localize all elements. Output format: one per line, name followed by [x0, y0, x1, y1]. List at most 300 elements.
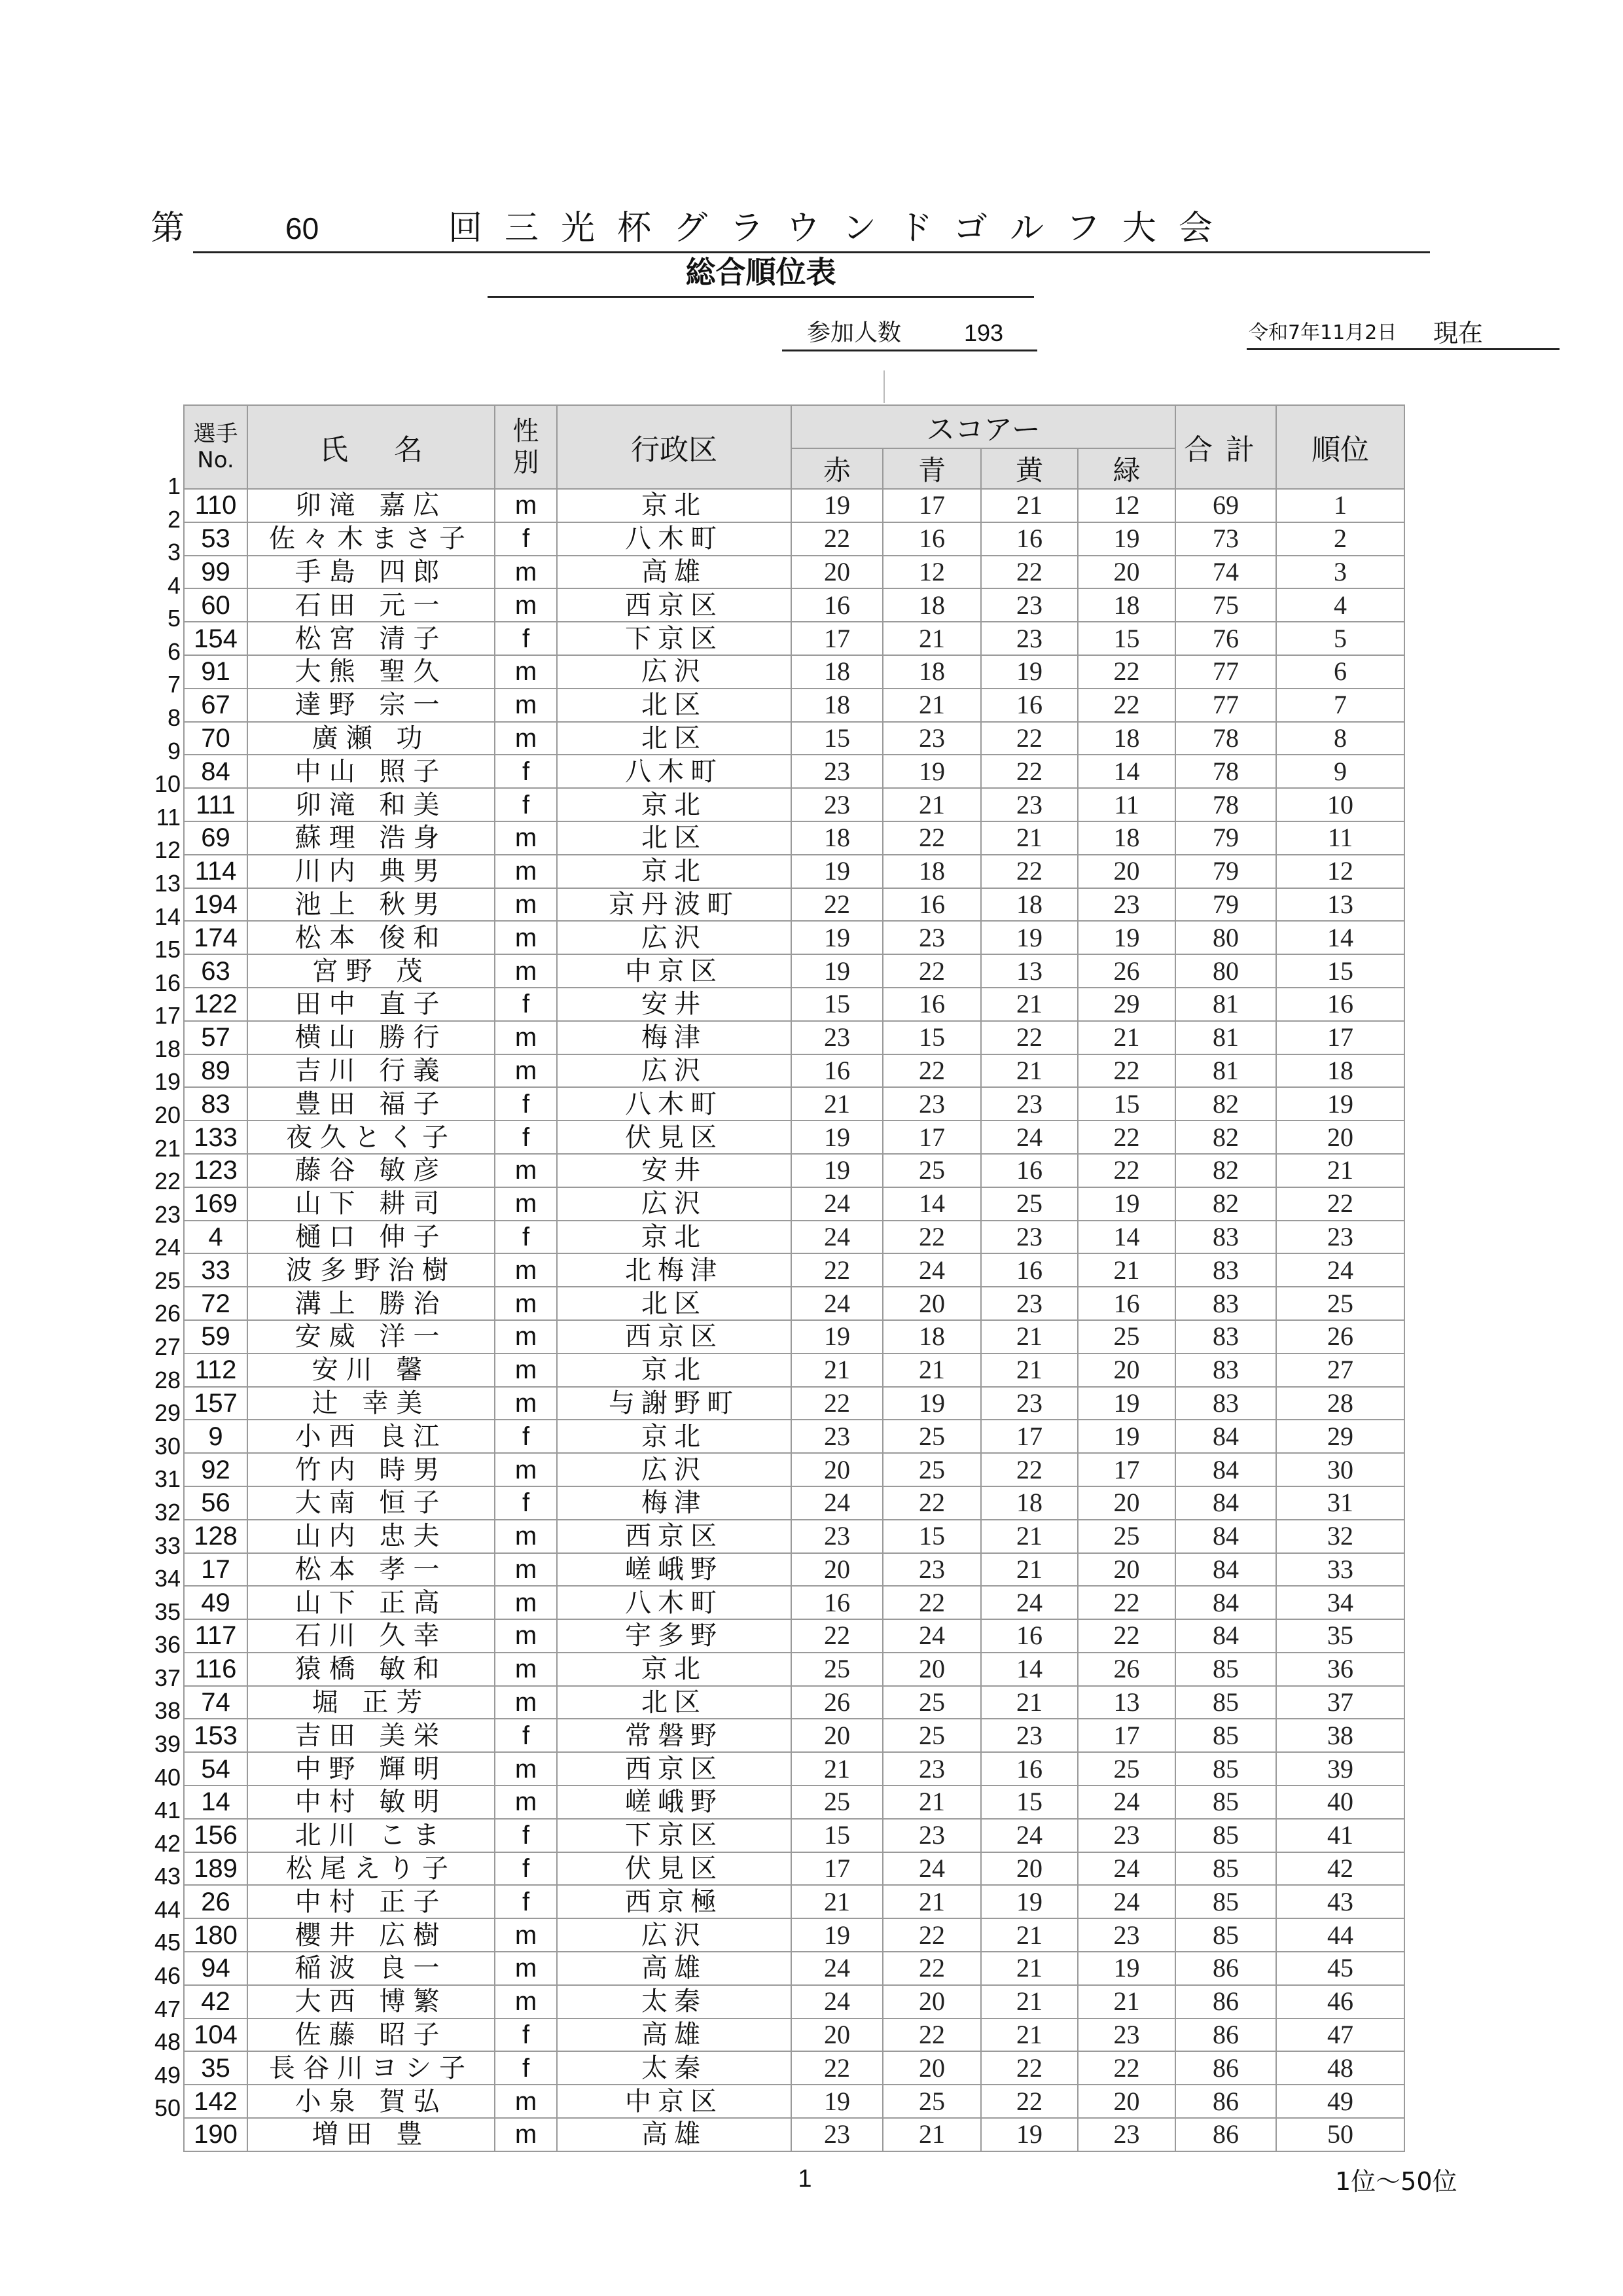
player-sex: f [495, 1486, 557, 1520]
player-sex: m [495, 1785, 557, 1819]
row-index: 17 [154, 1002, 181, 1030]
row-index: 28 [154, 1366, 181, 1393]
score-red: 24 [791, 1287, 883, 1320]
score-red: 23 [791, 2118, 883, 2151]
score-green: 20 [1078, 855, 1175, 888]
row-index: 29 [154, 1399, 181, 1427]
score-blue: 23 [883, 1087, 981, 1121]
title [151, 208, 1430, 249]
player-no: 89 [184, 1054, 247, 1088]
score-green: 15 [1078, 1087, 1175, 1121]
score-blue: 21 [883, 1354, 981, 1387]
score-yellow: 21 [981, 1520, 1078, 1553]
player-rank: 23 [1276, 1221, 1404, 1254]
player-area: 梅津 [557, 1486, 791, 1520]
score-green: 25 [1078, 1520, 1175, 1553]
player-name: 石川 久幸 [247, 1619, 495, 1653]
table-row [184, 855, 1404, 888]
score-yellow: 18 [981, 1486, 1078, 1520]
player-area: 北区 [557, 821, 791, 855]
player-rank: 37 [1276, 1686, 1404, 1719]
score-yellow: 23 [981, 588, 1078, 622]
score-blue: 17 [883, 489, 981, 522]
row-index: 31 [154, 1465, 181, 1493]
score-blue: 21 [883, 622, 981, 655]
player-name: 豊田 福子 [247, 1087, 495, 1121]
player-sex: m [495, 921, 557, 954]
score-yellow: 16 [981, 1752, 1078, 1785]
player-area: 西京区 [557, 1752, 791, 1785]
player-rank: 4 [1276, 588, 1404, 622]
player-rank: 49 [1276, 2085, 1404, 2118]
player-sex: m [495, 588, 557, 622]
header-area: 行政区 [557, 405, 791, 489]
player-area: 中京区 [557, 2085, 791, 2118]
table-row [184, 1320, 1404, 1354]
player-sex: m [495, 1253, 557, 1287]
header-rank: 順位 [1276, 405, 1404, 489]
score-yellow: 17 [981, 1420, 1078, 1453]
score-green: 22 [1078, 2051, 1175, 2085]
divider-mark [883, 370, 885, 403]
score-blue: 22 [883, 1486, 981, 1520]
player-area: 梅津 [557, 1021, 791, 1054]
score-blue: 23 [883, 722, 981, 755]
score-red: 16 [791, 1054, 883, 1088]
table-row [184, 1087, 1404, 1121]
score-total: 86 [1175, 2085, 1276, 2118]
table-row [184, 1387, 1404, 1420]
participants-count: 193 [964, 319, 1004, 346]
score-yellow: 21 [981, 489, 1078, 522]
score-total: 83 [1175, 1253, 1276, 1287]
player-sex: m [495, 1453, 557, 1486]
score-green: 22 [1078, 689, 1175, 722]
score-blue: 22 [883, 1054, 981, 1088]
player-rank: 28 [1276, 1387, 1404, 1420]
row-index: 8 [167, 704, 181, 732]
player-area: 高雄 [557, 2018, 791, 2052]
player-sex: m [495, 489, 557, 522]
score-total: 83 [1175, 1354, 1276, 1387]
table-row [184, 1154, 1404, 1187]
score-red: 23 [791, 1520, 883, 1553]
player-name: 松宮 清子 [247, 622, 495, 655]
score-blue: 20 [883, 1985, 981, 2018]
header-player-no: 選手 No. [184, 405, 247, 489]
player-name: 北川 こま [247, 1819, 495, 1852]
player-no: 33 [184, 1253, 247, 1287]
player-area: 広沢 [557, 1054, 791, 1088]
player-area: 西京区 [557, 1320, 791, 1354]
score-total: 75 [1175, 588, 1276, 622]
player-sex: m [495, 1387, 557, 1420]
player-rank: 45 [1276, 1952, 1404, 1985]
player-no: 14 [184, 1785, 247, 1819]
player-name: 増田 豊 [247, 2118, 495, 2151]
row-index: 49 [154, 2061, 181, 2089]
score-red: 17 [791, 622, 883, 655]
player-area: 八木町 [557, 755, 791, 788]
player-name: 竹内 時男 [247, 1453, 495, 1486]
player-name: 佐藤 昭子 [247, 2018, 495, 2052]
row-index: 30 [154, 1432, 181, 1460]
player-sex: m [495, 1985, 557, 2018]
player-no: 91 [184, 655, 247, 689]
table-row [184, 1586, 1404, 1619]
row-index: 27 [154, 1333, 181, 1361]
score-total: 79 [1175, 821, 1276, 855]
player-sex: m [495, 1918, 557, 1952]
score-red: 18 [791, 821, 883, 855]
ranking-rows [184, 489, 1404, 2151]
player-sex: f [495, 1420, 557, 1453]
score-red: 21 [791, 1087, 883, 1121]
player-sex: m [495, 1586, 557, 1619]
player-area: 北区 [557, 722, 791, 755]
player-area: 北区 [557, 689, 791, 722]
player-name: 山下 正高 [247, 1586, 495, 1619]
player-rank: 3 [1276, 556, 1404, 589]
row-index: 43 [154, 1863, 181, 1890]
player-rank: 22 [1276, 1187, 1404, 1221]
participants [782, 317, 1037, 350]
score-yellow: 16 [981, 1154, 1078, 1187]
player-area: 広沢 [557, 1187, 791, 1221]
score-green: 15 [1078, 622, 1175, 655]
score-green: 23 [1078, 1819, 1175, 1852]
table-row [184, 921, 1404, 954]
score-blue: 25 [883, 1686, 981, 1719]
score-blue: 24 [883, 1253, 981, 1287]
player-name: 小西 良江 [247, 1420, 495, 1453]
player-sex: m [495, 722, 557, 755]
table-row [184, 2051, 1404, 2085]
score-blue: 22 [883, 1586, 981, 1619]
table-row [184, 755, 1404, 788]
score-red: 24 [791, 1486, 883, 1520]
row-index: 20 [154, 1101, 181, 1128]
player-sex: m [495, 821, 557, 855]
score-red: 22 [791, 888, 883, 922]
score-red: 25 [791, 1785, 883, 1819]
player-sex: m [495, 2118, 557, 2151]
player-area: 西京区 [557, 588, 791, 622]
as-of-label: 現在 [1433, 319, 1484, 348]
player-sex: m [495, 1021, 557, 1054]
score-yellow: 23 [981, 622, 1078, 655]
score-yellow: 18 [981, 888, 1078, 922]
player-name: 川内 典男 [247, 855, 495, 888]
player-name: 松尾えり子 [247, 1852, 495, 1886]
score-red: 20 [791, 1719, 883, 1752]
score-red: 23 [791, 1021, 883, 1054]
as-of-underline [1247, 348, 1560, 350]
row-index: 25 [154, 1266, 181, 1294]
player-area: 広沢 [557, 921, 791, 954]
score-red: 15 [791, 988, 883, 1021]
player-no: 194 [184, 888, 247, 922]
score-blue: 23 [883, 1819, 981, 1852]
player-no: 190 [184, 2118, 247, 2151]
player-rank: 12 [1276, 855, 1404, 888]
score-green: 29 [1078, 988, 1175, 1021]
player-area: 常磐野 [557, 1719, 791, 1752]
row-index-column [137, 470, 183, 2125]
player-rank: 8 [1276, 722, 1404, 755]
score-green: 24 [1078, 1852, 1175, 1886]
table-row [184, 556, 1404, 589]
player-no: 110 [184, 489, 247, 522]
score-total: 86 [1175, 2018, 1276, 2052]
score-yellow: 21 [981, 2018, 1078, 2052]
row-index: 50 [154, 2094, 181, 2122]
title-text: 回三光杯グラウンドゴルフ大会 [448, 209, 1235, 248]
score-blue: 23 [883, 921, 981, 954]
score-red: 18 [791, 655, 883, 689]
player-sex: f [495, 988, 557, 1021]
header-total: 合計 [1175, 405, 1276, 489]
player-no: 49 [184, 1586, 247, 1619]
score-blue: 19 [883, 1387, 981, 1420]
player-sex: f [495, 1719, 557, 1752]
player-no: 94 [184, 1952, 247, 1985]
table-row [184, 1553, 1404, 1587]
score-blue: 18 [883, 855, 981, 888]
score-yellow: 15 [981, 1785, 1078, 1819]
score-green: 21 [1078, 1253, 1175, 1287]
player-name: 大南 恒子 [247, 1486, 495, 1520]
score-red: 20 [791, 2018, 883, 2052]
score-total: 85 [1175, 1852, 1276, 1886]
player-rank: 7 [1276, 689, 1404, 722]
table-row [184, 1885, 1404, 1918]
score-blue: 25 [883, 2085, 981, 2118]
row-index: 48 [154, 2028, 181, 2056]
table-row [184, 1918, 1404, 1952]
score-yellow: 20 [981, 1852, 1078, 1886]
player-area: 京丹波町 [557, 888, 791, 922]
score-red: 15 [791, 1819, 883, 1852]
score-yellow: 16 [981, 522, 1078, 556]
player-sex: f [495, 1121, 557, 1154]
player-name: 池上 秋男 [247, 888, 495, 922]
player-name: 宮野 茂 [247, 954, 495, 988]
player-area: 下京区 [557, 1819, 791, 1852]
score-total: 69 [1175, 489, 1276, 522]
table-row [184, 1719, 1404, 1752]
score-blue: 21 [883, 788, 981, 821]
row-index: 10 [154, 770, 181, 798]
player-area: 京北 [557, 1221, 791, 1254]
score-green: 17 [1078, 1719, 1175, 1752]
score-total: 85 [1175, 1752, 1276, 1785]
score-red: 24 [791, 1952, 883, 1985]
table-row [184, 1852, 1404, 1886]
row-index: 16 [154, 969, 181, 996]
player-name: 堀 正芳 [247, 1686, 495, 1719]
score-blue: 19 [883, 755, 981, 788]
row-index: 33 [154, 1532, 181, 1559]
score-blue: 20 [883, 1653, 981, 1686]
score-green: 21 [1078, 1021, 1175, 1054]
player-rank: 25 [1276, 1287, 1404, 1320]
player-rank: 50 [1276, 2118, 1404, 2151]
score-green: 22 [1078, 655, 1175, 689]
header-name: 氏名 [247, 405, 495, 489]
score-blue: 23 [883, 1553, 981, 1587]
score-blue: 24 [883, 1619, 981, 1653]
score-yellow: 23 [981, 1087, 1078, 1121]
player-area: 広沢 [557, 1453, 791, 1486]
player-area: 京北 [557, 855, 791, 888]
player-sex: m [495, 1952, 557, 1985]
table-row [184, 1287, 1404, 1320]
score-blue: 20 [883, 2051, 981, 2085]
score-green: 23 [1078, 1918, 1175, 1952]
table-row [184, 1486, 1404, 1520]
player-area: 太秦 [557, 1985, 791, 2018]
player-sex: m [495, 1354, 557, 1387]
score-blue: 23 [883, 1752, 981, 1785]
player-rank: 33 [1276, 1553, 1404, 1587]
score-blue: 21 [883, 2118, 981, 2151]
player-no: 156 [184, 1819, 247, 1852]
score-red: 16 [791, 1586, 883, 1619]
score-yellow: 19 [981, 2118, 1078, 2151]
table-row [184, 1221, 1404, 1254]
score-blue: 22 [883, 821, 981, 855]
score-blue: 25 [883, 1420, 981, 1453]
row-index: 24 [154, 1234, 181, 1261]
score-yellow: 16 [981, 689, 1078, 722]
score-green: 12 [1078, 489, 1175, 522]
player-name: 吉川 行義 [247, 1054, 495, 1088]
player-area: 西京区 [557, 1520, 791, 1553]
score-blue: 16 [883, 522, 981, 556]
score-blue: 16 [883, 988, 981, 1021]
score-yellow: 22 [981, 722, 1078, 755]
table-row [184, 1354, 1404, 1387]
row-index: 21 [154, 1134, 181, 1162]
score-blue: 21 [883, 689, 981, 722]
player-no: 63 [184, 954, 247, 988]
score-yellow: 21 [981, 1354, 1078, 1387]
player-area: 京北 [557, 788, 791, 821]
player-no: 9 [184, 1420, 247, 1453]
score-total: 82 [1175, 1121, 1276, 1154]
score-yellow: 22 [981, 1021, 1078, 1054]
player-name: 猿橋 敏和 [247, 1653, 495, 1686]
player-rank: 36 [1276, 1653, 1404, 1686]
player-area: 京北 [557, 1420, 791, 1453]
row-index: 41 [154, 1797, 181, 1824]
score-red: 19 [791, 1918, 883, 1952]
player-area: 京北 [557, 1354, 791, 1387]
score-green: 20 [1078, 1354, 1175, 1387]
score-green: 11 [1078, 788, 1175, 821]
table-row [184, 1752, 1404, 1785]
score-yellow: 14 [981, 1653, 1078, 1686]
player-name: 蘇理 浩身 [247, 821, 495, 855]
player-name: 安川 馨 [247, 1354, 495, 1387]
player-no: 153 [184, 1719, 247, 1752]
player-rank: 47 [1276, 2018, 1404, 2052]
player-no: 4 [184, 1221, 247, 1254]
row-index: 13 [154, 869, 181, 897]
score-green: 19 [1078, 921, 1175, 954]
table-row [184, 1420, 1404, 1453]
score-yellow: 19 [981, 921, 1078, 954]
player-area: 広沢 [557, 1918, 791, 1952]
score-green: 22 [1078, 1586, 1175, 1619]
player-no: 128 [184, 1520, 247, 1553]
score-green: 19 [1078, 1387, 1175, 1420]
score-green: 24 [1078, 1885, 1175, 1918]
player-name: 山下 耕司 [247, 1187, 495, 1221]
score-green: 25 [1078, 1752, 1175, 1785]
row-index: 18 [154, 1035, 181, 1062]
player-no: 174 [184, 921, 247, 954]
score-yellow: 22 [981, 855, 1078, 888]
header-blue: 青 [883, 448, 981, 489]
player-area: 伏見区 [557, 1121, 791, 1154]
table-row [184, 722, 1404, 755]
player-sex: f [495, 755, 557, 788]
ranking-table [183, 404, 1405, 2152]
player-no: 59 [184, 1320, 247, 1354]
player-area: 与謝野町 [557, 1387, 791, 1420]
player-no: 122 [184, 988, 247, 1021]
player-no: 154 [184, 622, 247, 655]
player-area: 京北 [557, 489, 791, 522]
table-row [184, 2018, 1404, 2052]
table-row [184, 1121, 1404, 1154]
player-sex: m [495, 855, 557, 888]
score-blue: 21 [883, 1885, 981, 1918]
score-red: 20 [791, 556, 883, 589]
score-red: 19 [791, 1154, 883, 1187]
row-index: 32 [154, 1498, 181, 1526]
player-sex: f [495, 788, 557, 821]
player-name: 廣瀬 功 [247, 722, 495, 755]
score-total: 84 [1175, 1586, 1276, 1619]
player-sex: f [495, 2051, 557, 2085]
player-area: 西京極 [557, 1885, 791, 1918]
player-area: 伏見区 [557, 1852, 791, 1886]
player-no: 112 [184, 1354, 247, 1387]
player-rank: 17 [1276, 1021, 1404, 1054]
score-red: 22 [791, 2051, 883, 2085]
player-name: 卯滝 和美 [247, 788, 495, 821]
row-index: 22 [154, 1168, 181, 1195]
score-green: 22 [1078, 1054, 1175, 1088]
player-name: 卯滝 嘉広 [247, 489, 495, 522]
player-area: 中京区 [557, 954, 791, 988]
score-total: 79 [1175, 855, 1276, 888]
row-index: 19 [154, 1068, 181, 1096]
score-yellow: 13 [981, 954, 1078, 988]
player-no: 69 [184, 821, 247, 855]
score-red: 23 [791, 1420, 883, 1453]
player-no: 117 [184, 1619, 247, 1653]
score-red: 19 [791, 2085, 883, 2118]
score-total: 82 [1175, 1087, 1276, 1121]
player-area: 高雄 [557, 556, 791, 589]
player-rank: 14 [1276, 921, 1404, 954]
player-sex: m [495, 2085, 557, 2118]
player-sex: m [495, 689, 557, 722]
